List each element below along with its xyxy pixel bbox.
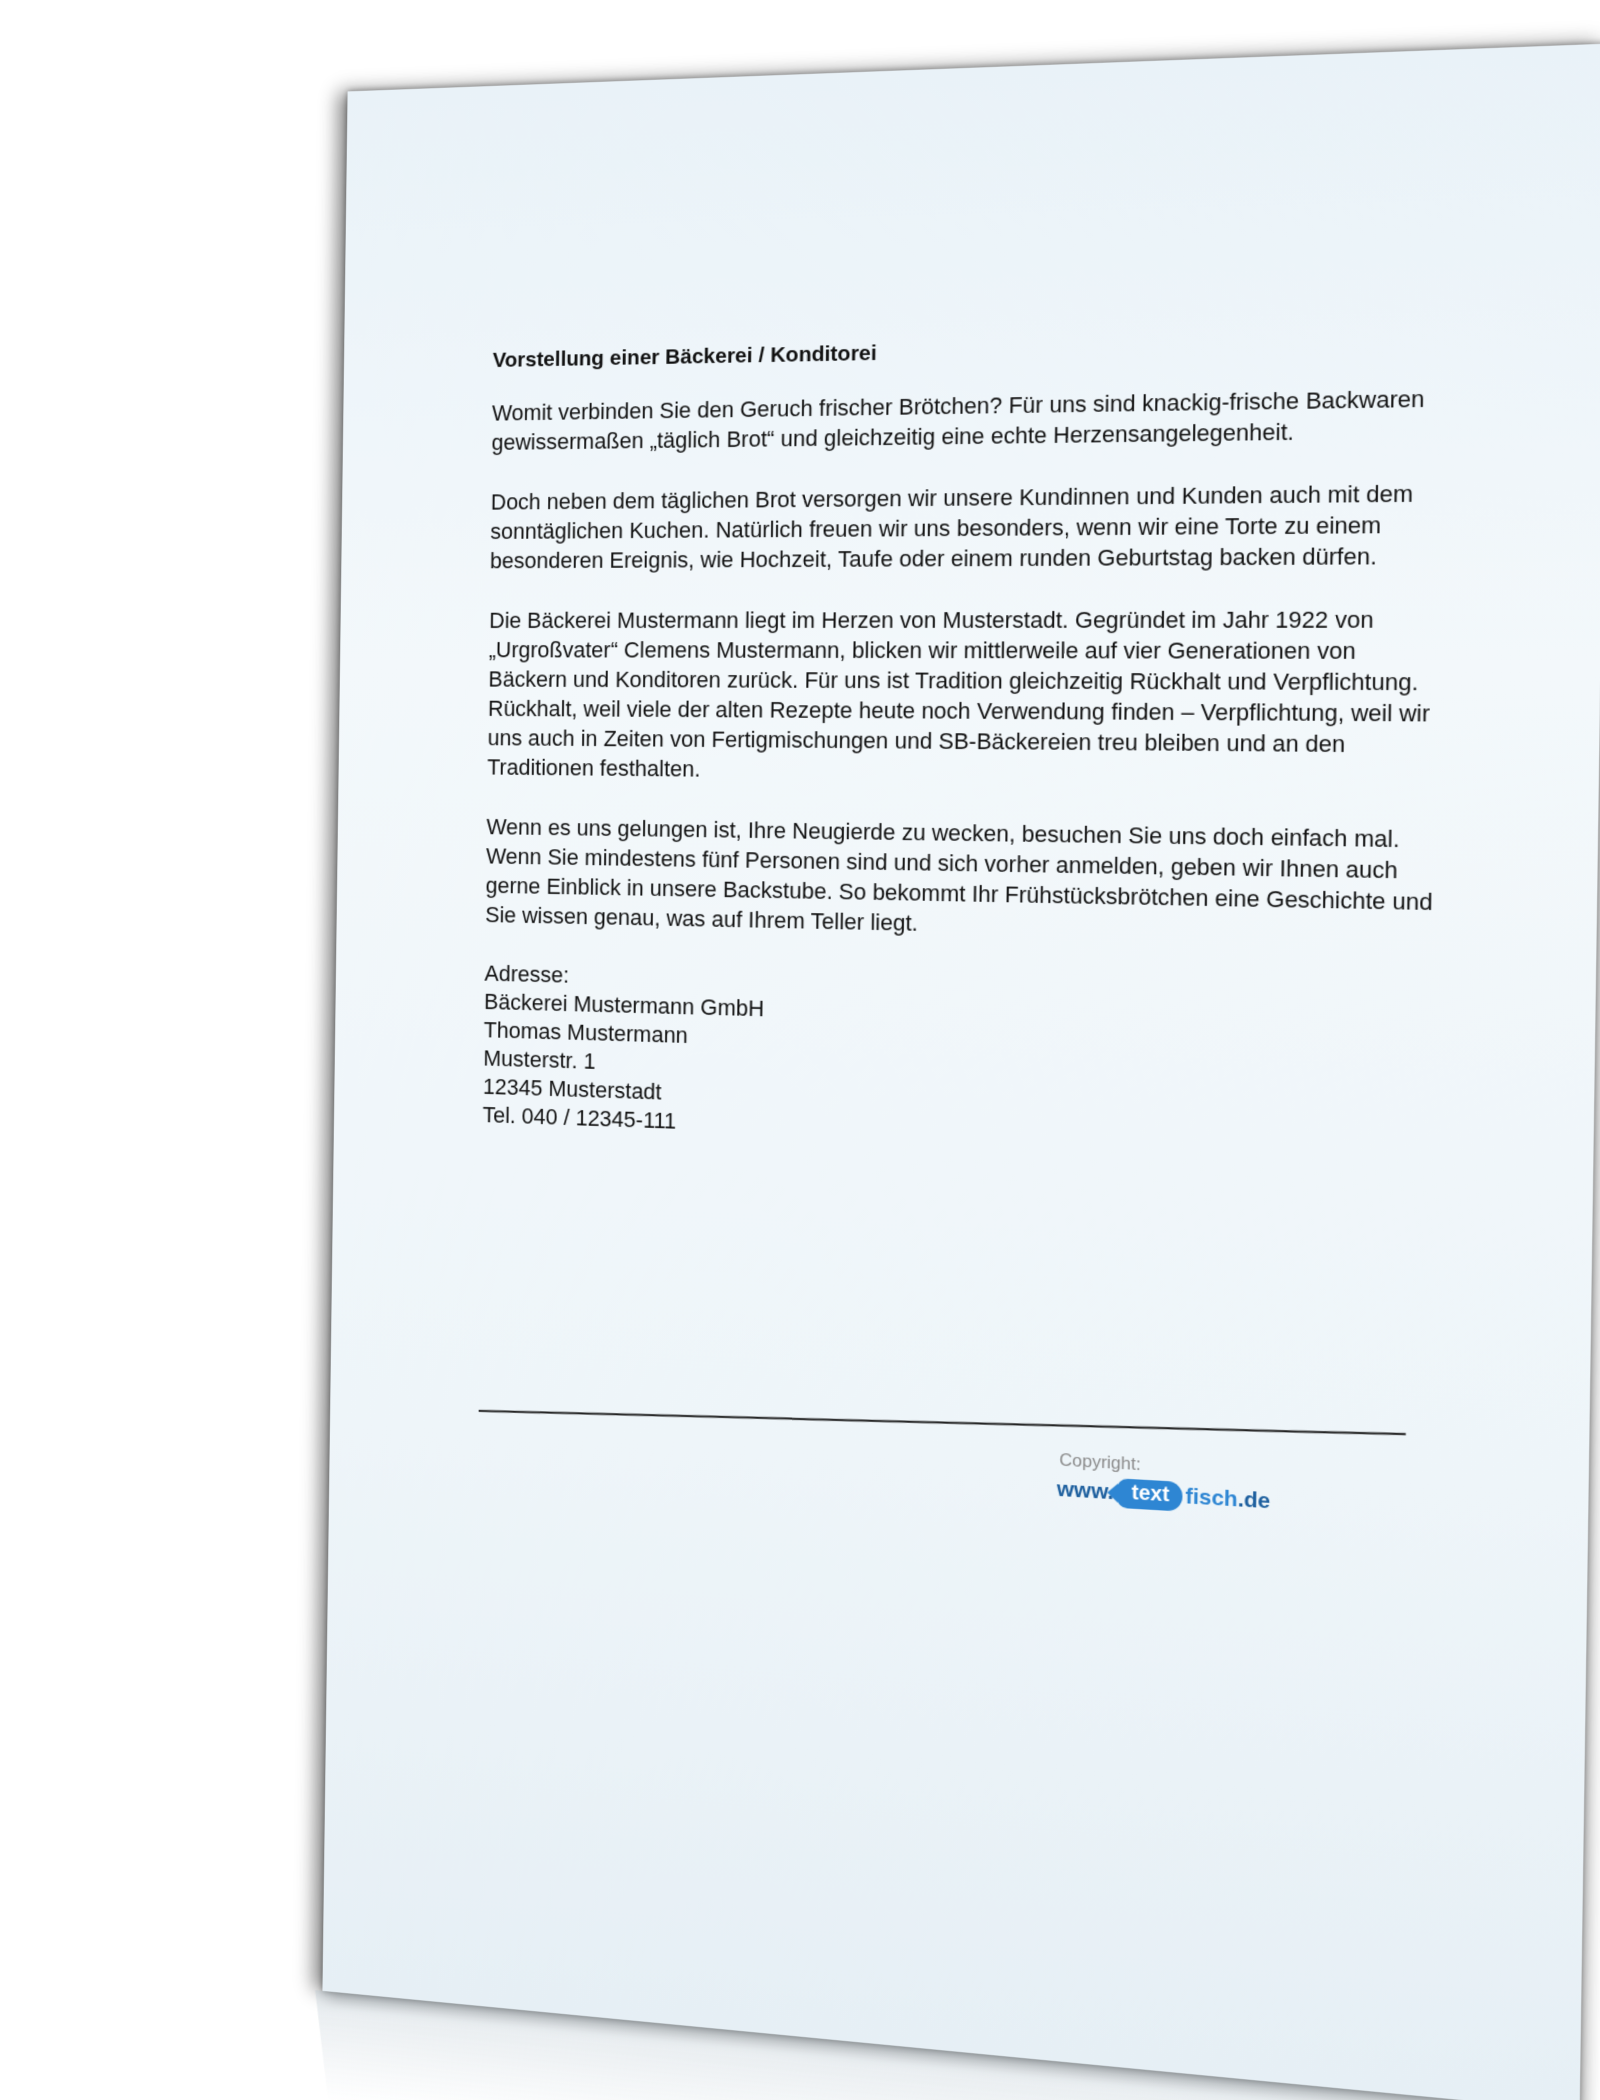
document-body [482,328,1444,1162]
copyright-label: Copyright: [1059,1449,1142,1475]
document-page-wrapper [322,44,1600,2100]
paragraph-3: Die Bäckerei Mustermann liegt im Herzen von Musterstadt. Gegründet im Jahr 1922 von „Urgroßvater“ Clemens Mustermann, blicken wir mittlerweile auf vier Generationen von Bäckern und Konditoren zurück. Für uns ist Tradition gleichzeitig Rückhalt und Verpflichtung. Rückhalt, weil viele der alten Rezepte heute noch Verwendung finden – Verpflichtung, weil wir uns auch in Zeiten von Fertigmischungen und SB-Bäckereien treu bleiben und an den Traditionen festhalten. [487,606,1431,783]
paragraph-1: Womit verbinden Sie den Geruch frischer Brötchen? Für uns sind knackig-frische Backwaren gewissermaßen „täglich Brot“ und gleichzeitig eine echte Herzensangelegenheit. [491,385,1425,456]
paragraph-4: Wenn es uns gelungen ist, Ihre Neugierde zu wecken, besuchen Sie uns doch einfach mal. Wenn Sie mindestens fünf Personen sind und sich vorher anmelden, geben wir Ihnen auch gerne Einblick in unsere Backstube. So bekommt Ihr Frühstücksbrötchen eine Geschichte und Sie wissen genau, was auf Ihrem Teller liegt. [485,814,1433,937]
copyright-block [1057,1450,1335,1521]
fish-icon [1117,1478,1183,1511]
address-street: Musterstr. 1 [483,1045,596,1075]
address-block [482,960,1434,1163]
document-page [322,44,1600,2100]
logo-fisch: fisch [1185,1484,1238,1512]
address-phone: Tel. 040 / 12345-111 [482,1102,677,1135]
document-title: Vorstellung einer Bäckerei / Konditorei [492,341,877,373]
paragraph-2: Doch neben dem täglichen Brot versorgen wir unsere Kundinnen und Kunden auch mit dem sonntäglichen Kuchen. Natürlich freuen wir uns besonders, wenn wir eine Torte zu einem besonderen Ereignis, wie Hochzeit, Taufe oder einem runden Geburtstag backen dürfen. [489,480,1414,574]
address-person: Thomas Mustermann [483,1017,689,1049]
address-label: Adresse: [484,960,570,989]
logo-tld: .de [1237,1487,1271,1514]
logo-www: www. [1056,1476,1114,1505]
address-company: Bäckerei Mustermann GmbH [483,989,765,1022]
address-city: 12345 Musterstadt [482,1073,662,1105]
footer-divider [479,1410,1406,1435]
logo-text: text [1131,1481,1170,1507]
